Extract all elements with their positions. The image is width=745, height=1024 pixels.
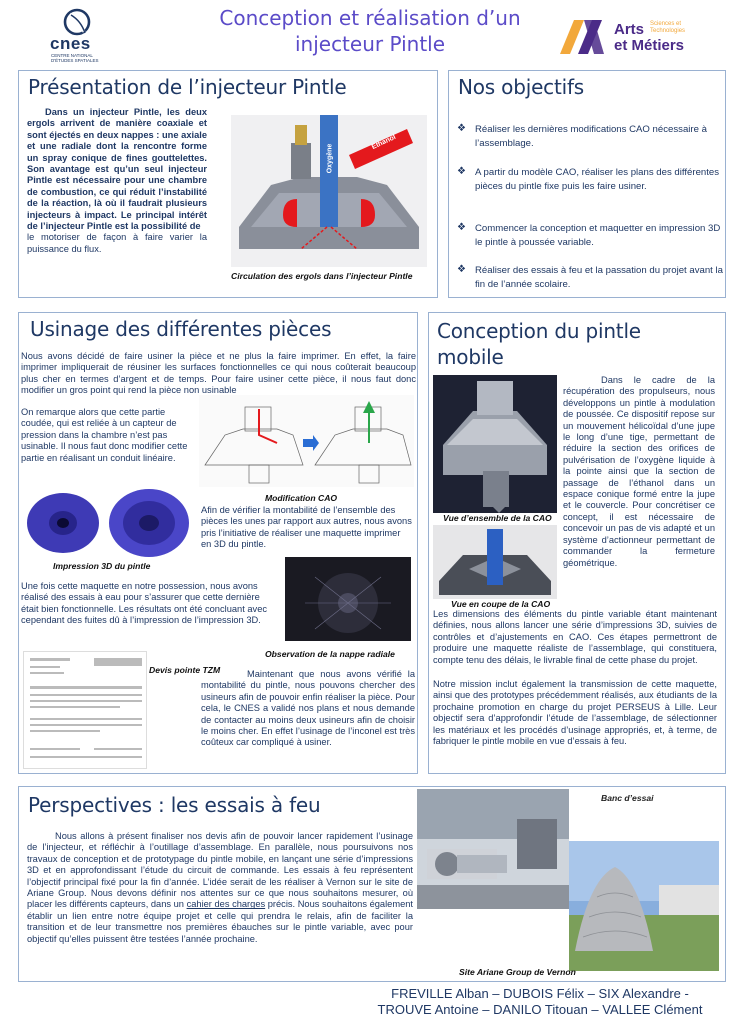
cao-section-image: [433, 525, 557, 599]
perspectives-paragraph: [27, 831, 413, 945]
conception-title-line-2: mobile: [437, 345, 504, 369]
print-3d-caption: Impression 3D du pintle: [53, 561, 151, 571]
authors-line-2: TROUVE Antoine – DANILO Titouan – VALLEE Clément: [377, 1002, 703, 1017]
site-ariane-image: [569, 841, 719, 971]
authors-line-1: FREVILLE Alban – DUBOIS Félix – SIX Alexandre -: [391, 986, 689, 1001]
conception-paragraph-1: Dans le cadre de la récupération des propulseurs, nous développons un pintle à modulation de poussée. Ce dispositif repose sur un mouvement hélicoïdal d’une jupe le long d’une tige, permettant de réduire la section des orifices de pulvérisation de l’oxygène liquide à la pointe ainsi que la section de passage de l’éthanol dans un espace conique formé entre la jupe et le couvercle. Pour concrétiser ce concept, il est nécessaire de concevoir un pas de vis adapté et un système d’actionneur permettant de commander la fermeture géométrique.: [563, 375, 715, 568]
nappe-caption: Observation de la nappe radiale: [265, 649, 395, 659]
am-small-2: Technologies: [650, 28, 686, 34]
usinage-title: Usinage des différentes pièces: [30, 317, 332, 341]
usinage-panel: [18, 312, 418, 774]
presentation-text: Dans un injecteur Pintle, les deux ergols arrivent de manière coaxiale et sont éjectés en deux nappes : une axiale et une radiale dont la rencontre forme un spray conique de fines gouttelettes. Son avantage est qu’un seul injecteur Pintle est nécessaire pour une chambre de combustion, ce qui réduit l’instabilité de la réaction, là où il faudrait plusieurs injecteurs à impact. Le principal intérêt de l’injecteur Pintle est la possibilité de le motoriser de façon à faire varier la puissance du flux.: [27, 107, 207, 254]
conception-paragraph-3: Notre mission inclut également la transmission de cette maquette, ainsi que des prototypes précédemment réalisés, aux étudiants de la prochaine promotion en charge du projet PERSEUS à Lille. Leur objectif sera d’approfondir l’étude de l’assemblage, de sélectionner les matériaux et les procédés d’usinage appropriés, et, à terme, de fabriquer le pintle mobile en vue d’essais à feu.: [433, 679, 717, 747]
cnes-logo: [40, 6, 115, 64]
label-ethanol: Ethanol: [370, 133, 397, 152]
banc-essai-caption: Banc d’essai: [601, 793, 654, 803]
usinage-paragraph-3: Afin de vérifier la montabilité de l’ensemble des pièces les unes par rapport aux autres, nous avons pris l’initiative de réaliser une maquette imprimer en 3D du pintle.: [201, 505, 412, 550]
presentation-panel: [18, 70, 438, 298]
conception-title-line-1: Conception du pintle: [437, 319, 641, 343]
perspectives-text-end: précis. Nous souhaitons également établir un lien entre notre équipe projet et celle qui prendra le relais, afin de faciliter la transition et de leur transmettre nos premières ébauches sur le pintle variable, avec pour objectif qu’elles puissent être testées l’année prochaine.: [27, 899, 413, 944]
devis-document-image: [23, 651, 147, 769]
nappe-radiale-image: [285, 557, 411, 641]
usinage-paragraph-2: On remarque alors que cette partie coudée, qui est reliée à un capteur de pression dans la chambre n’est pas usinable. Il nous faut donc modifier cette partie en réalisant un conduit linéaire.: [21, 407, 188, 463]
cao-overview-image: [433, 375, 557, 513]
cao-overview-caption: Vue d’ensemble de la CAO: [443, 513, 552, 523]
am-small-1: Sciences et: [650, 21, 682, 27]
objective-item: [449, 222, 727, 262]
poster-title: [150, 5, 590, 57]
objective-item: [449, 264, 727, 296]
perspectives-panel: [18, 786, 726, 982]
site-ariane-caption: Site Ariane Group de Vernon: [459, 967, 576, 977]
usinage-paragraph-1: Nous avons décidé de faire usiner la pièce et ne plus la faire imprimer. En effet, la faire imprimer impliquerait de réusiner les surfaces fonctionnelles ce qui nous coûterait beaucoup plus cher en termes d’argent et de temps. Pour faire usiner cette pièce, il nous faut donc modifier un gros point qui rend la pièce non usinable: [21, 351, 416, 396]
usinage-paragraph-4: Une fois cette maquette en notre possession, nous avons réalisé des essais à eau pour s’assurer que cette dernière était bien fonctionnelle. Les résultats ont été concluant avec cependant des fuites dû à l’impression de l’impression 3D.: [21, 581, 268, 626]
perspectives-text: Nous allons à présent finaliser nos devis afin de pouvoir lancer rapidement l’usinage de l’injecteur, et réfléchir à l’outillage d’assemblage. En parallèle, nous poursuivons nos travaux de conception et de prototypage du pintle mobile, en lançant une série d’impressions 3D et en approfondissant l’étude du circuit de commande. Les essais à feu représentent l’objectif principal fixé pour la fin d’année. L’idée serait de les réaliser à Vernon sur le site de Ariane Group. Nous devons définir nos attentes sur ce que nous souhaitons mesurer, où placer les différents capteurs, dans un: [27, 831, 413, 910]
cao-caption: Modification CAO: [265, 493, 338, 503]
devis-caption: Devis pointe TZM: [149, 665, 221, 675]
presentation-text-end: le motoriser de façon à faire varier la puissance du flux.: [27, 232, 207, 254]
banc-essai-image: [417, 789, 569, 909]
objectives-panel: [448, 70, 726, 298]
objective-text: A partir du modèle CAO, réaliser les plans des différentes pièces du pintle fixe puis les faire usiner.: [475, 167, 720, 192]
objective-text: Réaliser les dernières modifications CAO nécessaire à l’assemblage.: [475, 124, 707, 149]
pintle-diagram-image: [231, 115, 427, 267]
diamond-bullet-icon: ❖: [457, 166, 466, 177]
print-3d-image: [23, 485, 195, 559]
cao-section-caption: Vue en coupe de la CAO: [451, 599, 551, 609]
objective-item: [449, 123, 727, 163]
cnes-subtitle-2: D'ÉTUDES SPATIALES: [51, 58, 99, 63]
objective-text: Commencer la conception et maquetter en impression 3D le pintle à poussée variable.: [475, 223, 721, 248]
diamond-bullet-icon: ❖: [457, 123, 466, 134]
conception-panel: [428, 312, 726, 774]
objectives-title: Nos objectifs: [458, 75, 585, 99]
cnes-wordmark: cnes: [50, 34, 91, 53]
cnes-subtitle-1: CENTRE NATIONAL: [51, 53, 93, 58]
objective-item: [449, 166, 727, 216]
pintle-diagram-caption: Circulation des ergols dans l’injecteur Pintle: [231, 271, 413, 281]
arts-et-metiers-logo: [560, 18, 735, 58]
am-word-1: Arts: [614, 21, 645, 38]
objective-text: Réaliser des essais à feu et la passation du projet avant la fin de l’année scolaire.: [475, 265, 723, 290]
conception-paragraph-2: Les dimensions des éléments du pintle variable étant maintenant définies, nous allons lancer une série d’impressions 3D, suivies de contrôles et d’ajustements en CAO. Ces étapes permettront de produire une maquette réaliste de l’assemblage, qui constituera, compte tenu des délais, le livrable final de cette phase du projet.: [433, 609, 717, 665]
diamond-bullet-icon: ❖: [457, 264, 466, 275]
label-oxygen: Oxygène: [326, 143, 334, 174]
authors: [340, 986, 740, 1018]
usinage-paragraph-5: Maintenant que nous avons vérifié la montabilité du pintle, nous pouvons chercher des usineurs afin de pouvoir enfin réaliser la pièce. Pour cela, le CNES a validé nos plans et nous demande de contacter au moins deux usineurs afin de choisir le moins cher. En effet l’usinage de l’inconel est très coûteux car compliqué à usiner.: [201, 669, 415, 748]
poster-title-line-1: Conception et réalisation d’un: [219, 6, 521, 30]
poster-title-line-2: injecteur Pintle: [294, 32, 446, 56]
cao-modification-image: [199, 395, 414, 487]
presentation-title: Présentation de l’injecteur Pintle: [28, 75, 347, 99]
diamond-bullet-icon: ❖: [457, 222, 466, 233]
cahier-des-charges-link[interactable]: cahier des charges: [186, 899, 266, 910]
perspectives-title: Perspectives : les essais à feu: [28, 793, 321, 817]
am-word-2: et Métiers: [614, 37, 685, 54]
